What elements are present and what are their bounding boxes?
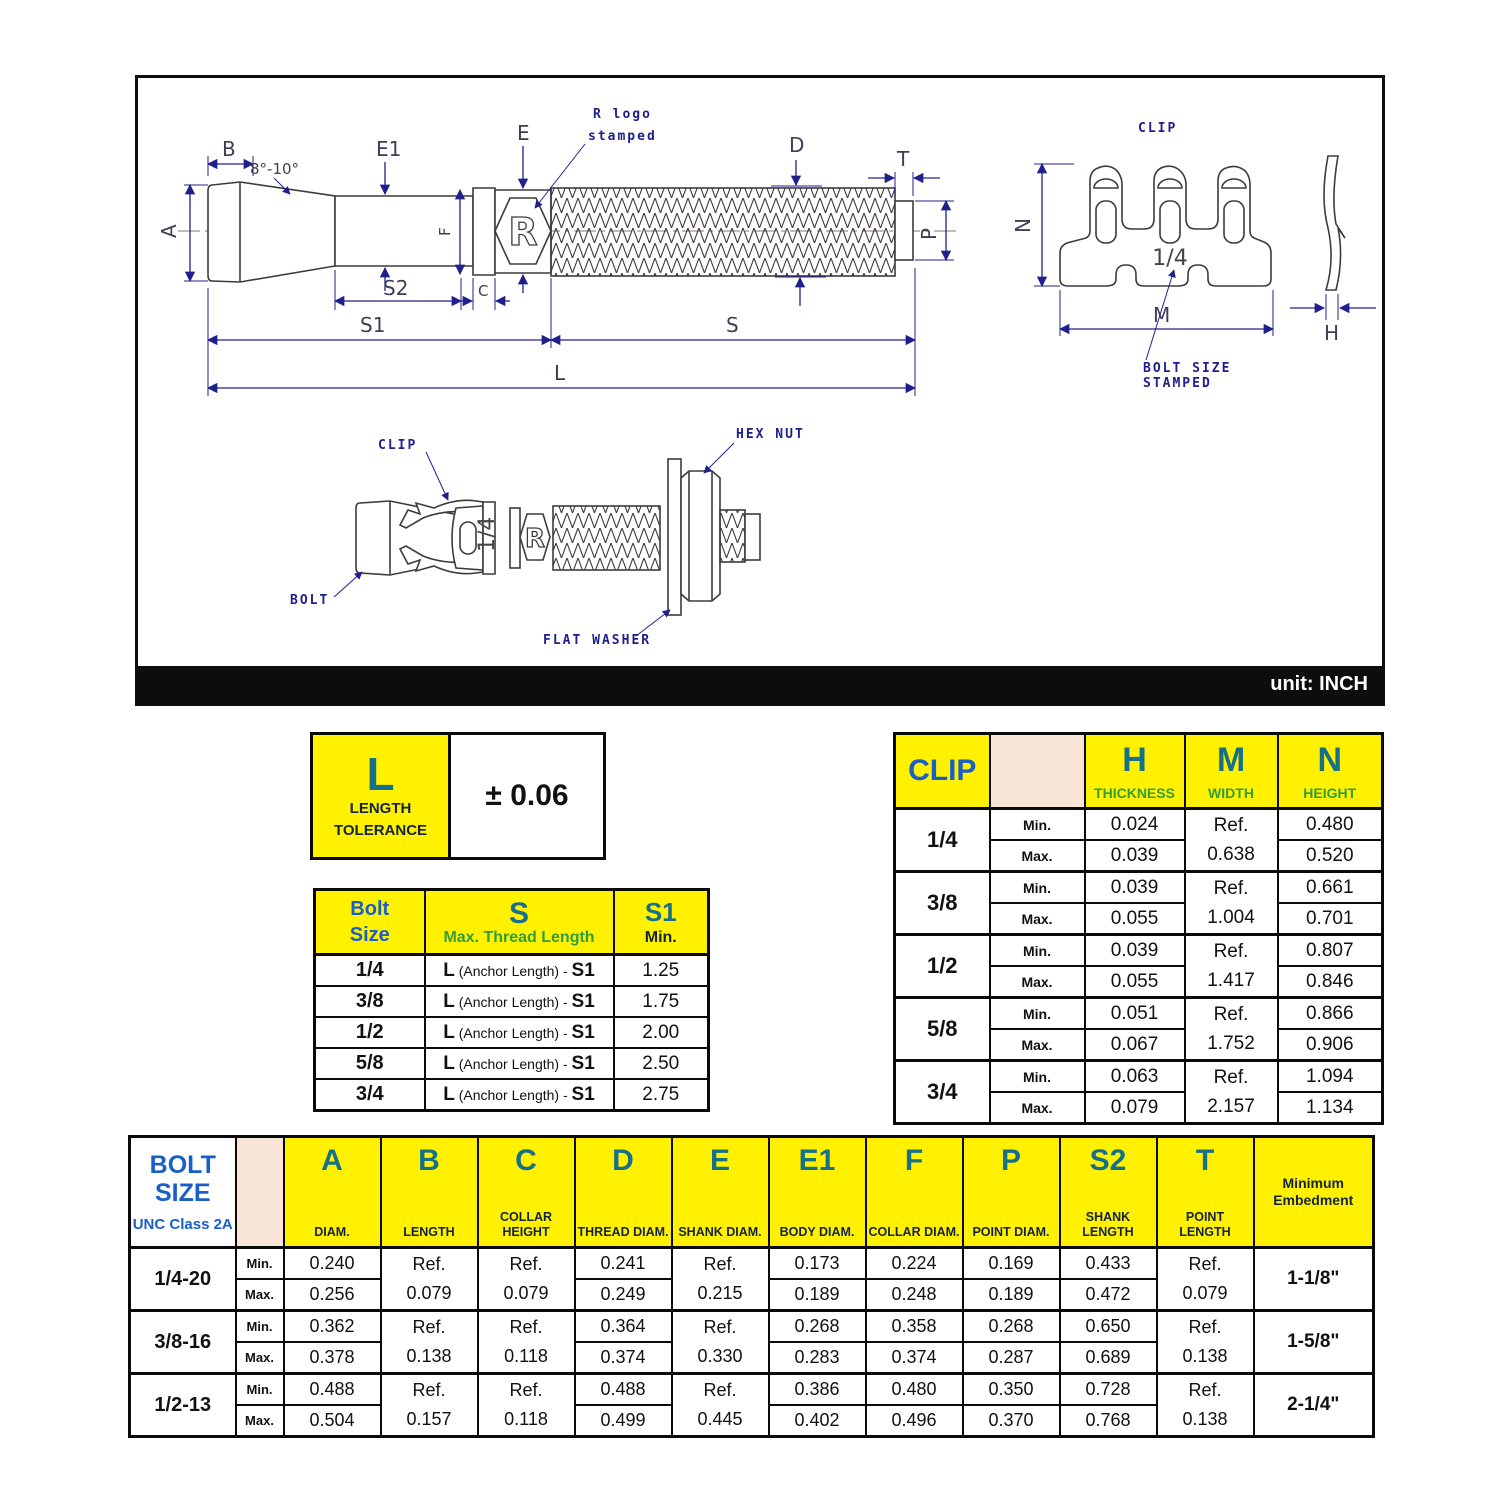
cell-min-label: Min. (236, 1311, 284, 1343)
threaded-section (551, 188, 895, 276)
dim-label-T: T (897, 147, 910, 171)
dim-H (1290, 294, 1376, 345)
cell-max-label: Max. (990, 840, 1085, 872)
cell-s2-max: 0.768 (1060, 1405, 1157, 1437)
tolerance-symbol: L (366, 747, 395, 800)
stamp-note-line1: BOLT SIZE (1143, 361, 1232, 376)
assembled-point (745, 514, 760, 560)
assembled-clip-stamp: 1/4 (475, 516, 500, 552)
anchor-drawing (138, 78, 1382, 666)
bolt-table-title: BOLT SIZE UNC Class 2A (130, 1137, 236, 1248)
cell-n-min: 1.094 (1278, 1061, 1383, 1093)
cell-n-max: 0.520 (1278, 840, 1383, 872)
thread-header-s1: S1 Min. (614, 890, 709, 955)
cell-e1-min: 0.173 (769, 1248, 866, 1280)
cell-max-label: Max. (990, 966, 1085, 998)
dim-M (1060, 290, 1273, 336)
table-row (315, 1079, 709, 1111)
thread-table (313, 888, 710, 1112)
cell-h-max: 0.055 (1085, 903, 1185, 935)
cell-n-max: 0.846 (1278, 966, 1383, 998)
table-row (130, 1374, 1374, 1406)
cell-p-min: 0.169 (963, 1248, 1060, 1280)
cell-clip-size: 3/4 (895, 1061, 990, 1124)
cell-m-ref: Ref. 1.417 (1185, 935, 1278, 998)
cell-s1-min: 1.25 (614, 955, 709, 987)
cell-s2-min: 0.728 (1060, 1374, 1157, 1406)
cell-t-ref: Ref. 0.079 (1157, 1248, 1254, 1311)
cell-c-ref: Ref. 0.118 (478, 1374, 575, 1437)
cell-b-ref: Ref. 0.157 (381, 1374, 478, 1437)
clip-header-h: H THICKNESS (1085, 734, 1185, 809)
cell-m-ref: Ref. 0.638 (1185, 809, 1278, 872)
bolt-table-blank-cell (236, 1137, 284, 1248)
cell-a-max: 0.256 (284, 1279, 381, 1311)
table-row (130, 1248, 1374, 1280)
clip-table (893, 732, 1384, 1125)
cell-formula: L (Anchor Length) - S1 (425, 1079, 614, 1111)
cell-max-label: Max. (236, 1279, 284, 1311)
assembled-threads (553, 506, 660, 570)
dim-S (551, 268, 915, 348)
cell-m-ref: Ref. 2.157 (1185, 1061, 1278, 1124)
clip-table-title: CLIP (895, 734, 990, 809)
table-row (895, 998, 1383, 1030)
cell-c-ref: Ref. 0.079 (478, 1248, 575, 1311)
dim-label-E: E (517, 121, 530, 145)
cell-h-min: 0.024 (1085, 809, 1185, 841)
bolt-header-t: T POINT LENGTH (1157, 1137, 1254, 1248)
cell-s1-min: 2.75 (614, 1079, 709, 1111)
cell-d-min: 0.488 (575, 1374, 672, 1406)
cell-e-ref: Ref. 0.330 (672, 1311, 769, 1374)
bolt-header-s2: S2 SHANK LENGTH (1060, 1137, 1157, 1248)
tolerance-table (310, 732, 606, 860)
thread-table-header-row (315, 890, 709, 955)
assembled-threads-end (720, 510, 745, 562)
cell-f-min: 0.480 (866, 1374, 963, 1406)
cell-c-ref: Ref. 0.118 (478, 1311, 575, 1374)
anchor-collar (473, 188, 495, 275)
clip-slot (1096, 201, 1116, 243)
cell-bolt-size: 1/4-20 (130, 1248, 236, 1311)
clip-slot (1160, 201, 1180, 243)
cell-d-max: 0.249 (575, 1279, 672, 1311)
cell-size: 3/8 (315, 986, 425, 1017)
cell-max-label: Max. (990, 1029, 1085, 1061)
cell-min-label: Min. (990, 809, 1085, 841)
cell-n-min: 0.480 (1278, 809, 1383, 841)
cell-min-label: Min. (236, 1248, 284, 1280)
cell-clip-size: 3/8 (895, 872, 990, 935)
cell-min-label: Min. (990, 1061, 1085, 1093)
cell-n-min: 0.866 (1278, 998, 1383, 1030)
cell-min-label: Min. (990, 872, 1085, 904)
bolt-side-view (178, 182, 960, 282)
bolt-header-p: P POINT DIAM. (963, 1137, 1060, 1248)
cell-d-min: 0.241 (575, 1248, 672, 1280)
r-logo-mark: R (508, 210, 538, 254)
cell-n-min: 0.661 (1278, 872, 1383, 904)
table-row (895, 1061, 1383, 1093)
cell-e1-min: 0.268 (769, 1311, 866, 1343)
dim-C (458, 278, 510, 310)
cell-s2-max: 0.689 (1060, 1342, 1157, 1374)
tolerance-label-line1: LENGTH (349, 799, 412, 817)
cell-p-min: 0.350 (963, 1374, 1060, 1406)
callout-hex-nut (704, 427, 805, 473)
tolerance-value: ± 0.06 (485, 779, 569, 812)
cell-size: 3/4 (315, 1079, 425, 1111)
bolt-header-a: A DIAM. (284, 1137, 381, 1248)
cell-f-min: 0.224 (866, 1248, 963, 1280)
cell-size: 1/4 (315, 955, 425, 987)
dim-B (208, 137, 253, 176)
anchor-head (208, 182, 335, 282)
cell-a-min: 0.488 (284, 1374, 381, 1406)
cell-f-max: 0.374 (866, 1342, 963, 1374)
bolt-header-b: B LENGTH (381, 1137, 478, 1248)
cell-n-max: 0.701 (1278, 903, 1383, 935)
drawing-panel (135, 75, 1385, 706)
table-row (315, 1048, 709, 1079)
cell-a-max: 0.504 (284, 1405, 381, 1437)
dim-label-E1: E1 (376, 137, 402, 161)
cell-e-ref: Ref. 0.215 (672, 1248, 769, 1311)
cell-e-ref: Ref. 0.445 (672, 1374, 769, 1437)
cell-min-label: Min. (990, 935, 1085, 967)
dim-L (208, 348, 915, 396)
table-row (315, 955, 709, 987)
dim-label-S2: S2 (383, 276, 409, 300)
cell-s1-min: 2.50 (614, 1048, 709, 1079)
anchor-point (895, 201, 913, 260)
assembled-view (356, 459, 760, 615)
stamp-callout (1143, 270, 1231, 391)
cell-p-max: 0.287 (963, 1342, 1060, 1374)
bolt-header-d: D THREAD DIAM. (575, 1137, 672, 1248)
cell-embedment: 1-5/8" (1254, 1311, 1374, 1374)
cell-size: 5/8 (315, 1048, 425, 1079)
dim-label-S: S (726, 313, 739, 337)
callout-clip-label: CLIP (378, 438, 418, 453)
cell-max-label: Max. (236, 1342, 284, 1374)
cell-f-min: 0.358 (866, 1311, 963, 1343)
r-logo-note-line2: stamped (588, 129, 657, 144)
cell-s2-min: 0.650 (1060, 1311, 1157, 1343)
bolt-table (128, 1135, 1375, 1438)
dim-label-A: A (157, 224, 181, 238)
callout-bolt-label: BOLT (290, 593, 330, 608)
cell-t-ref: Ref. 0.138 (1157, 1311, 1254, 1374)
thread-header-s: S Max. Thread Length (425, 890, 614, 955)
tolerance-label-line2: TOLERANCE (333, 822, 428, 839)
table-row (895, 809, 1383, 841)
dim-label-D: D (789, 133, 805, 157)
bolt-header-f: F COLLAR DIAM. (866, 1137, 963, 1248)
cell-b-ref: Ref. 0.079 (381, 1248, 478, 1311)
dim-label-C: C (478, 282, 489, 300)
cell-t-ref: Ref. 0.138 (1157, 1374, 1254, 1437)
callout-flat-washer-label: FLAT WASHER (543, 633, 652, 648)
cell-max-label: Max. (236, 1405, 284, 1437)
callout-bolt (290, 572, 362, 608)
cell-bolt-size: 3/8-16 (130, 1311, 236, 1374)
bolt-header-e1: E1 BODY DIAM. (769, 1137, 866, 1248)
cell-size: 1/2 (315, 1017, 425, 1048)
table-row (130, 1311, 1374, 1343)
cell-m-ref: Ref. 1.004 (1185, 872, 1278, 935)
table-row (315, 986, 709, 1017)
cell-m-ref: Ref. 1.752 (1185, 998, 1278, 1061)
cell-p-max: 0.189 (963, 1279, 1060, 1311)
cell-h-min: 0.039 (1085, 872, 1185, 904)
tolerance-header-cell (313, 735, 451, 857)
dim-label-N: N (1011, 218, 1035, 233)
callout-clip (378, 438, 448, 500)
cell-h-max: 0.039 (1085, 840, 1185, 872)
assembled-r-logo-mark: R (524, 524, 546, 554)
cell-n-min: 0.807 (1278, 935, 1383, 967)
flat-washer (668, 459, 681, 615)
cell-f-max: 0.496 (866, 1405, 963, 1437)
clip-header-m: M WIDTH (1185, 734, 1278, 809)
cell-formula: L (Anchor Length) - S1 (425, 955, 614, 987)
dim-label-L: L (554, 361, 566, 385)
clip-side-view (1324, 156, 1345, 290)
cell-f-max: 0.248 (866, 1279, 963, 1311)
cell-max-label: Max. (990, 1092, 1085, 1124)
clip-stamp: 1/4 (1152, 246, 1188, 271)
bolt-header-c: C COLLAR HEIGHT (478, 1137, 575, 1248)
cell-s1-min: 2.00 (614, 1017, 709, 1048)
dim-A (157, 185, 208, 281)
clip-header-n: N HEIGHT (1278, 734, 1383, 809)
thread-header-bolt-size: Bolt Size (315, 890, 425, 955)
cell-h-min: 0.063 (1085, 1061, 1185, 1093)
dim-label-S1: S1 (360, 313, 386, 337)
cell-b-ref: Ref. 0.138 (381, 1311, 478, 1374)
dim-S2 (335, 270, 461, 310)
assembled-clip-slot (460, 522, 476, 554)
assembled-collar (510, 508, 520, 568)
dim-label-P: P (917, 227, 941, 240)
callout-flat-washer (543, 610, 670, 648)
cell-embedment: 1-1/8" (1254, 1248, 1374, 1311)
cell-a-min: 0.240 (284, 1248, 381, 1280)
stamp-note-line2: STAMPED (1143, 376, 1212, 391)
cell-d-min: 0.364 (575, 1311, 672, 1343)
cell-min-label: Min. (236, 1374, 284, 1406)
cell-formula: L (Anchor Length) - S1 (425, 1017, 614, 1048)
clip-table-header-row (895, 734, 1383, 809)
cell-e1-max: 0.283 (769, 1342, 866, 1374)
cell-formula: L (Anchor Length) - S1 (425, 986, 614, 1017)
cell-h-min: 0.051 (1085, 998, 1185, 1030)
cell-e1-min: 0.386 (769, 1374, 866, 1406)
table-row (895, 935, 1383, 967)
cell-clip-size: 1/2 (895, 935, 990, 998)
cell-h-max: 0.055 (1085, 966, 1185, 998)
cell-p-min: 0.268 (963, 1311, 1060, 1343)
cell-a-min: 0.362 (284, 1311, 381, 1343)
cell-d-max: 0.499 (575, 1405, 672, 1437)
cell-s2-min: 0.433 (1060, 1248, 1157, 1280)
dim-label-B: B (222, 137, 236, 161)
cell-n-max: 0.906 (1278, 1029, 1383, 1061)
cell-h-max: 0.067 (1085, 1029, 1185, 1061)
bolt-table-header-row (130, 1137, 1374, 1248)
dim-label-F: F (436, 227, 454, 236)
clip-table-blank-cell (990, 734, 1085, 809)
cell-h-min: 0.039 (1085, 935, 1185, 967)
dim-label-H: H (1324, 321, 1340, 345)
dim-label-M: M (1153, 303, 1171, 327)
cell-h-max: 0.079 (1085, 1092, 1185, 1124)
clip-slot (1224, 201, 1244, 243)
angle-label: 8°-10° (250, 160, 300, 178)
cell-bolt-size: 1/2-13 (130, 1374, 236, 1437)
unit-bar (138, 666, 1382, 703)
dim-S1 (208, 278, 551, 348)
cell-p-max: 0.370 (963, 1405, 1060, 1437)
cell-s1-min: 1.75 (614, 986, 709, 1017)
cell-min-label: Min. (990, 998, 1085, 1030)
table-row (315, 1017, 709, 1048)
r-logo-note-line1: R logo (593, 107, 652, 122)
clip-view-title: CLIP (1138, 121, 1178, 136)
cell-embedment: 2-1/4" (1254, 1374, 1374, 1437)
cell-formula: L (Anchor Length) - S1 (425, 1048, 614, 1079)
bolt-header-embedment: Minimum Embedment (1254, 1137, 1374, 1248)
cell-s2-max: 0.472 (1060, 1279, 1157, 1311)
cell-max-label: Max. (990, 903, 1085, 935)
hex-nut (681, 471, 720, 601)
cell-clip-size: 1/4 (895, 809, 990, 872)
unit-label: unit: INCH (1270, 673, 1368, 695)
clip-front-view (1060, 166, 1271, 286)
cell-clip-size: 5/8 (895, 998, 990, 1061)
bolt-header-e: E SHANK DIAM. (672, 1137, 769, 1248)
table-row (895, 872, 1383, 904)
cell-n-max: 1.134 (1278, 1092, 1383, 1124)
cell-e1-max: 0.402 (769, 1405, 866, 1437)
cell-e1-max: 0.189 (769, 1279, 866, 1311)
callout-hex-nut-label: HEX NUT (736, 427, 805, 442)
cell-d-max: 0.374 (575, 1342, 672, 1374)
cell-a-max: 0.378 (284, 1342, 381, 1374)
